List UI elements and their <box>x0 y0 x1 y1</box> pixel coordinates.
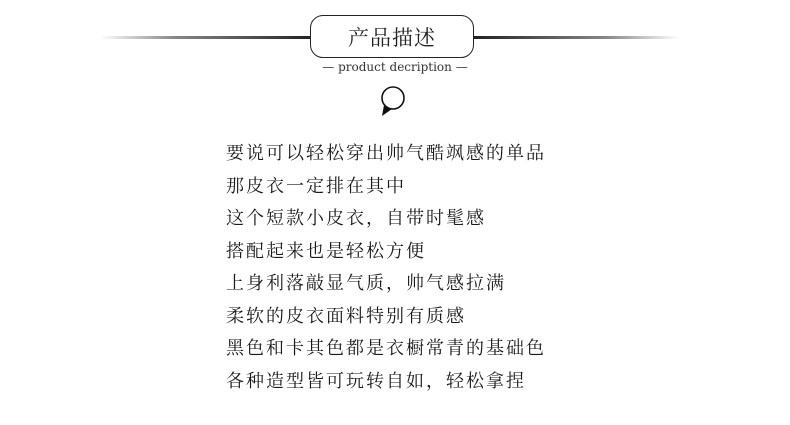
header-divider-left <box>100 36 313 39</box>
description-line: 柔软的皮衣面料特别有质感 <box>226 305 466 327</box>
page-subtitle: — product decription — <box>322 60 468 74</box>
description-line: 那皮衣一定排在其中 <box>226 175 406 197</box>
header-divider-right <box>474 36 679 39</box>
description-line: 这个短款小皮衣，自带时髦感 <box>226 208 486 229</box>
page-title: 产品描述 <box>348 25 436 50</box>
speech-bubble-icon <box>378 86 408 120</box>
description-line: 要说可以轻松穿出帅气酷飒感的单品 <box>226 143 546 164</box>
description-line: 黑色和卡其色都是衣橱常青的基础色 <box>226 338 546 359</box>
description-line: 搭配起来也是轻松方便 <box>226 240 426 262</box>
description-line: 各种造型皆可玩转自如，轻松拿捏 <box>226 370 526 392</box>
title-box <box>310 15 474 58</box>
description-line: 上身利落敲显气质，帅气感拉满 <box>226 273 506 294</box>
description-list <box>226 138 546 398</box>
